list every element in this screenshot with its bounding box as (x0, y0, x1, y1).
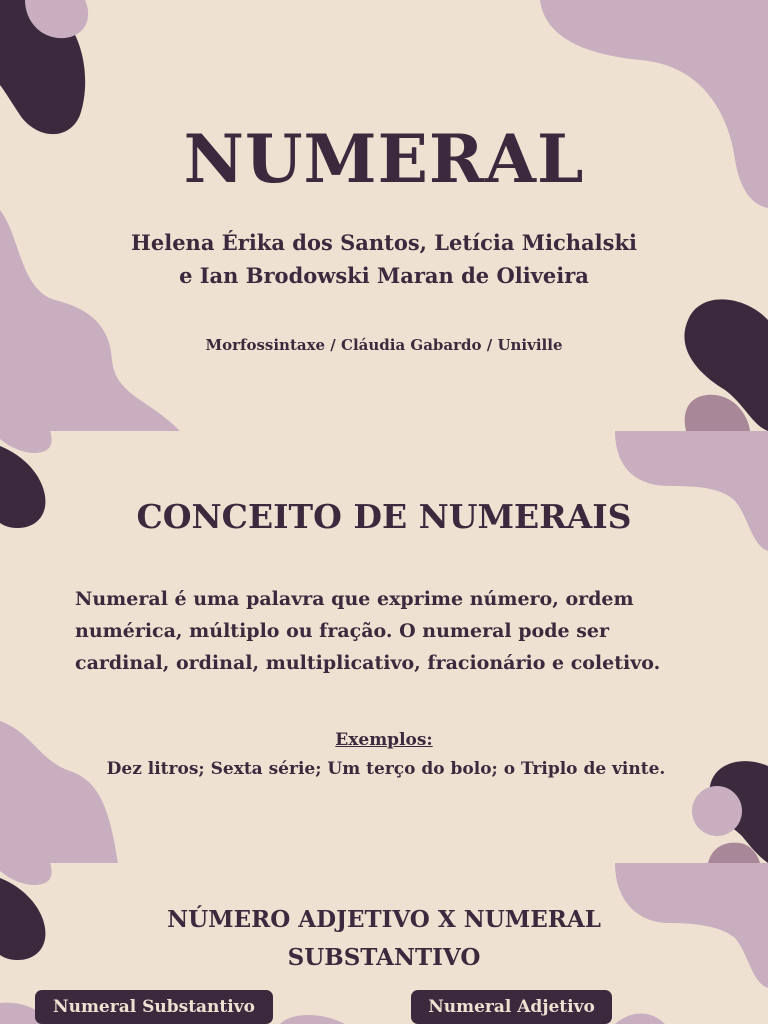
paragraph-line-1: Numeral é uma palavra que exprime número, ordem (75, 588, 634, 610)
authors (0, 226, 768, 292)
section-title (0, 901, 768, 977)
title: NUMERAL (183, 120, 585, 198)
title-line-1: NÚMERO ADJETIVO X NUMERAL (167, 906, 601, 933)
slide-concept (0, 431, 768, 863)
paragraph-line-2: numérica, múltiplo ou fração. O numeral pode ser (75, 620, 610, 642)
authors-line-1: Helena Érika dos Santos, Letícia Michalski (131, 230, 637, 255)
title-line-2: SUBSTANTIVO (287, 944, 481, 971)
authors-line-2: e Ian Brodowski Maran de Oliveira (179, 263, 589, 288)
paragraph-line-3: cardinal, ordinal, multiplicativo, fracionário e coletivo. (75, 652, 661, 674)
blob-right-circle (692, 786, 742, 836)
tag-numeral-adjetivo: Numeral Adjetivo (411, 990, 612, 1024)
section-title: CONCEITO DE NUMERAIS (136, 497, 632, 536)
course-info: Morfossintaxe / Cláudia Gabardo / Univille (205, 336, 563, 354)
blob-bottom-center (280, 1015, 345, 1024)
tag-numeral-substantivo: Numeral Substantivo (35, 990, 273, 1024)
examples-text: Dez litros; Sexta série; Um terço do bolo; o Triplo de vinte. (106, 759, 666, 779)
slide-title (0, 0, 768, 431)
slide-comparison (0, 863, 768, 1024)
blob-bottom-right (615, 1013, 665, 1024)
decorative-blobs (0, 0, 768, 431)
concept-paragraph (75, 583, 715, 679)
examples-heading: Exemplos: (335, 730, 433, 750)
